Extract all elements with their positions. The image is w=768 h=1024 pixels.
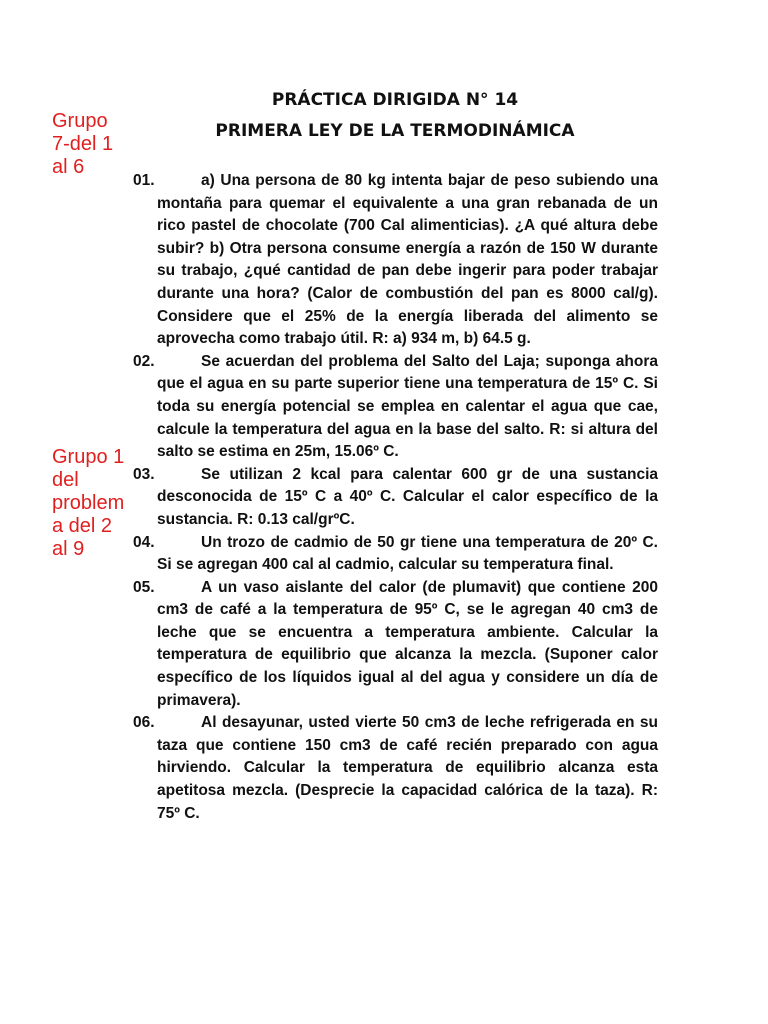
note-line: al 9	[52, 538, 85, 560]
note-line: Grupo	[52, 110, 108, 132]
problem-text: A un vaso aislante del calor (de plumavit) que contiene 200 cm3 de café a la temperatura de 95º C, se le agregan 40 cm3 de leche que se encuentra a temperatura ambiente. Calcular la temperatura de equilibrio que alcanza la mezcla. (Suponer calor específico de los líquidos igual al del agua y considere un día de primavera).	[157, 578, 658, 709]
note-line: 7-del 1	[52, 133, 114, 155]
problem-text: a) Una persona de 80 kg intenta bajar de peso subiendo una montaña para quemar el equivalente a una gran rebanada de un rico pastel de chocolate (700 Cal alimenticias). ¿A qué altura debe subir? b) Otra persona consume energía a razón de 150 W durante su trabajo, ¿qué cantidad de pan debe ingerir para poder trabajar durante una hora? (Calor de combustión del pan es 8000 cal/g). Considere que el 25% de la energía liberada del alimento se aprovecha como trabajo útil. R: a) 934 m, b) 64.5 g.	[157, 172, 658, 348]
note-line: Grupo 1	[52, 446, 125, 468]
problem-number: 01.	[133, 172, 155, 189]
problem-number: 05.	[133, 578, 155, 596]
problem-text: Se utilizan 2 kcal para calentar 600 gr de una sustancia desconocida de 15º C a 40º C. Calcular el calor específico de la sustancia. R: 0.13 cal/grºC.	[157, 465, 658, 528]
problem-item	[133, 351, 658, 464]
problem-number: 03.	[133, 465, 155, 483]
problem-text: Se acuerdan del problema del Salto del Laja; suponga ahora que el agua en su parte superior tiene una temperatura de 15º C. Si toda su energía potencial se emplea en calentar el agua que cae, calcule la temperatura del agua en la base del salto. R: si altura del salto se estima en 25m, 15.06º C.	[157, 352, 658, 461]
note-line: a del 2	[52, 515, 113, 537]
problem-number: 06.	[133, 714, 155, 732]
problem-item	[133, 532, 658, 577]
problem-text: Un trozo de cadmio de 50 gr tiene una temperatura de 20º C. Si se agregan 400 cal al cadmio, calcular su temperatura final.	[157, 533, 658, 574]
problem-item	[133, 170, 658, 351]
problem-item	[133, 712, 658, 825]
problem-text: Al desayunar, usted vierte 50 cm3 de leche refrigerada en su taza que contiene 150 cm3 de café recién preparado con agua hirviendo. Calcular la temperatura de equilibrio alcanza esta apetitosa mezcla. (Desprecie la capacidad calórica de la taza). R: 75º C.	[157, 714, 658, 822]
problem-number: 02.	[133, 352, 155, 370]
problem-item	[133, 577, 658, 713]
handwritten-note-group-7	[52, 110, 134, 179]
page-title: PRÁCTICA DIRIGIDA N° 14	[271, 90, 519, 110]
problem-list	[133, 170, 658, 825]
handwritten-note-group-1	[52, 446, 134, 561]
note-line: al 6	[52, 156, 85, 178]
problem-number: 04.	[133, 533, 155, 551]
page-subtitle: PRIMERA LEY DE LA TERMODINÁMICA	[215, 121, 575, 141]
note-line: del	[52, 469, 79, 491]
note-line: problem	[52, 492, 125, 514]
problem-item	[133, 464, 658, 532]
